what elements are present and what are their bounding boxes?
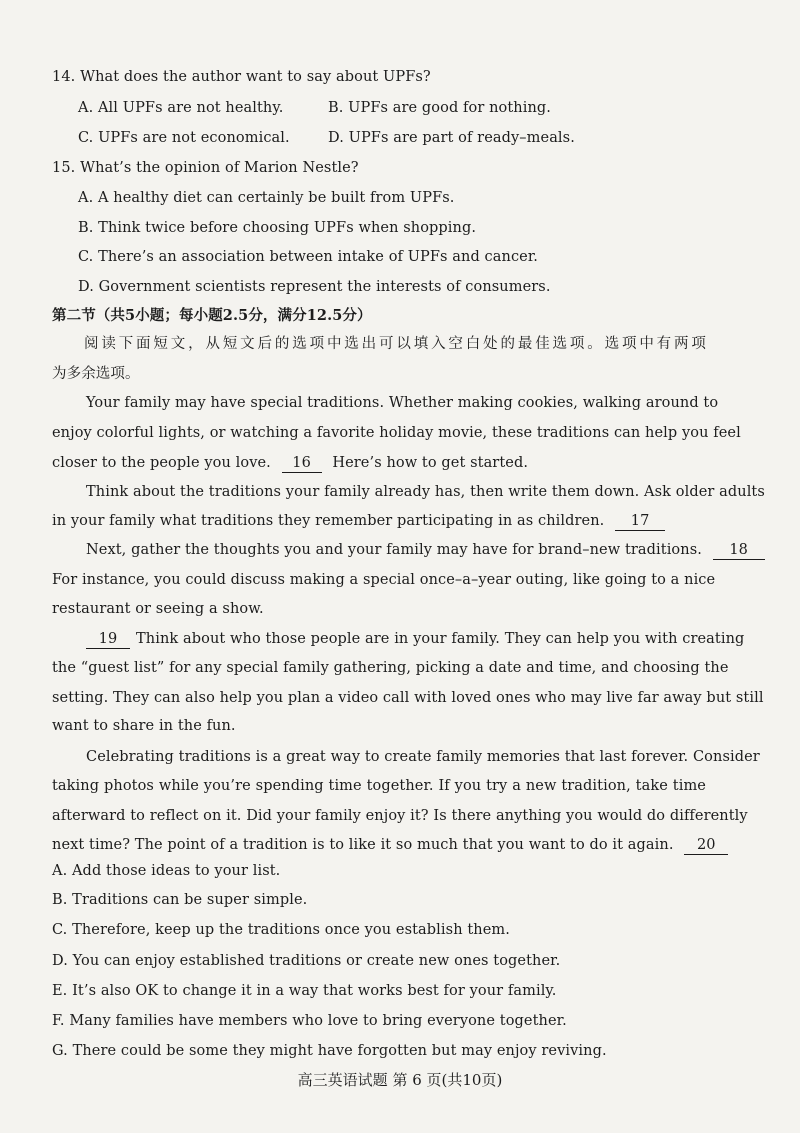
blank-18[interactable]: 18 (713, 542, 765, 560)
section-instructions-line-1: 阅读下面短文，从短文后的选项中选出可以填入空白处的最佳选项。选项中有两项 (84, 336, 706, 352)
passage-p4-line-4: want to share in the fun. (52, 718, 236, 734)
section-instructions-line-2: 为多余选项。 (52, 366, 140, 382)
page-footer: 高三英语试题 第 6 页(共10页) (297, 1071, 503, 1089)
passage-p5-line-3: afterward to reflect on it. Did your family enjoy it? Is there anything you would do differently (52, 808, 748, 824)
choice-e: E. It’s also OK to change it in a way that works best for your family. (52, 983, 557, 999)
passage-p4-line-2: the “guest list” for any special family gathering, picking a date and time, and choosing the (52, 660, 729, 676)
choice-c: C. Therefore, keep up the traditions once you establish them. (52, 922, 510, 938)
choice-d: D. You can enjoy established traditions or create new ones together. (52, 953, 561, 969)
passage-p4-line-1: 19 Think about who those people are in your family. They can help you with creating (86, 629, 706, 649)
question-14-stem: 14. What does the author want to say about UPFs? (52, 69, 431, 85)
choice-f: F. Many families have members who love to bring everyone together. (52, 1013, 567, 1029)
passage-p1-line-2: enjoy colorful lights, or watching a favorite holiday movie, these traditions can help you feel (52, 425, 741, 441)
blank-16[interactable]: 16 (282, 455, 322, 473)
passage-p4-line-3: setting. They can also help you plan a video call with loved ones who may live far away but still (52, 690, 764, 706)
passage-p2-line-1: Think about the traditions your family already has, then write them down. Ask older adults (86, 484, 765, 500)
passage-p3-line-3: restaurant or seeing a show. (52, 601, 264, 617)
passage-p5-line-1: Celebrating traditions is a great way to create family memories that last forever. Consider (86, 749, 760, 765)
q15-option-b: B. Think twice before choosing UPFs when shopping. (78, 220, 477, 236)
q14-option-b: B. UPFs are good for nothing. (328, 100, 551, 116)
passage-p3-line-2: For instance, you could discuss making a special once–a–year outing, like going to a nice (52, 572, 716, 588)
blank-17[interactable]: 17 (615, 513, 665, 531)
section-heading: 第二节（共5小题；每小题2.5分，满分12.5分） (52, 307, 372, 324)
blank-19[interactable]: 19 (86, 631, 130, 649)
q14-option-d: D. UPFs are part of ready–meals. (328, 130, 575, 146)
q14-option-c: C. UPFs are not economical. (78, 130, 290, 146)
question-15-stem: 15. What’s the opinion of Marion Nestle? (52, 160, 359, 176)
passage-p1-line-3: closer to the people you love. 16 Here’s how to get started. (52, 455, 529, 471)
passage-p2-line-2: in your family what traditions they remember participating in as children. 17 (52, 511, 665, 531)
q15-option-a: A. A healthy diet can certainly be built from UPFs. (78, 190, 455, 206)
passage-p5-line-2: taking photos while you’re spending time together. If you try a new tradition, take time (52, 778, 706, 794)
passage-p1-line-1: Your family may have special traditions. Whether making cookies, walking around to (86, 395, 719, 411)
q15-option-c: C. There’s an association between intake of UPFs and cancer. (78, 249, 539, 265)
passage-p3-line-1: Next, gather the thoughts you and your family may have for brand–new traditions. 18 (86, 540, 765, 560)
choice-b: B. Traditions can be super simple. (52, 892, 308, 908)
q15-option-d: D. Government scientists represent the interests of consumers. (78, 279, 551, 295)
choice-a: A. Add those ideas to your list. (52, 863, 281, 879)
passage-p5-line-4: next time? The point of a tradition is to like it so much that you want to do it again. 20 (52, 835, 728, 855)
choice-g: G. There could be some they might have forgotten but may enjoy reviving. (52, 1043, 607, 1059)
blank-20[interactable]: 20 (684, 837, 728, 855)
q14-option-a: A. All UPFs are not healthy. (78, 100, 284, 116)
